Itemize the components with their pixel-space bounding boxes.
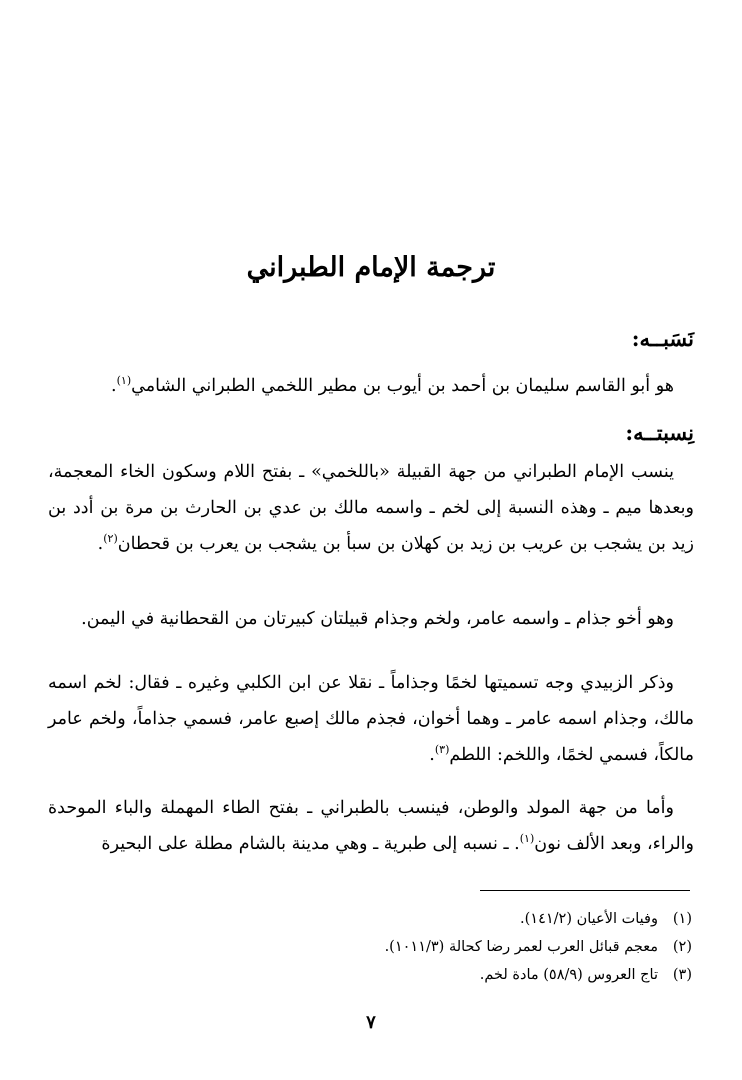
paragraph-text: وأما من جهة المولد والوطن، فينسب بالطبراني ـ بفتح الطاء المهملة والباء الموحدة والراء، وبعد الألف نون [48, 798, 694, 854]
paragraph-text: ينسب الإمام الطبراني من جهة القبيلة «باللخمي» ـ بفتح اللام وسكون الخاء المعجمة، وبعدها ميم ـ وهذه النسبة إلى لخم ـ واسمه مالك بن عدي بن الحارث بن مرة بن أدد بن زيد بن يشجب بن عريب بن زيد بن كهلان بن سبأ بن يشجب بن يعرب بن قحطان [48, 462, 694, 554]
footnote-number: (٣) [672, 967, 692, 983]
paragraph-nasab [48, 368, 694, 404]
footnote-divider [480, 890, 690, 891]
footnote-item [200, 905, 692, 933]
paragraph-end: . [111, 376, 117, 396]
footnote-ref: (٣) [434, 743, 450, 757]
footnote-number: (١) [672, 911, 692, 927]
section-heading-nasab: نَسَبــه: [631, 326, 694, 351]
page-title: ترجمة الإمام الطبراني [246, 252, 496, 283]
footnote-text: تاج العروس (٥٨/٩) مادة لخم. [479, 967, 658, 983]
section-heading-nisba: نِسبتــه: [625, 420, 694, 445]
paragraph-nisba-4 [48, 790, 694, 862]
page-number: ٧ [366, 1012, 376, 1033]
footnote-ref: (١) [116, 374, 132, 388]
footnote-number: (٢) [672, 939, 692, 955]
paragraph-nisba-1 [48, 454, 694, 562]
footnote-ref: (١) [519, 832, 535, 846]
paragraph-nisba-2: وهو أخو جذام ـ واسمه عامر، ولخم وجذام قبيلتان كبيرتان من القحطانية في اليمن. [81, 609, 674, 629]
paragraph-text: . ـ نسبه إلى طبرية ـ وهي مدينة بالشام مطلة على البحيرة [101, 834, 520, 854]
footnote-text: وفيات الأعيان (١٤١/٢). [520, 911, 658, 927]
footnote-item [200, 933, 692, 961]
paragraph-end: . [429, 745, 435, 765]
footnotes-list [200, 905, 692, 989]
footnote-item [200, 961, 692, 989]
footnote-text: معجم قبائل العرب لعمر رضا كحالة (١٠١١/٣). [384, 939, 658, 955]
paragraph-end: . [97, 534, 104, 554]
paragraph-text: هو أبو القاسم سليمان بن أحمد بن أيوب بن مطير اللخمي الطبراني الشامي [131, 376, 674, 396]
paragraph-nisba-3 [48, 665, 694, 773]
footnote-ref: (٢) [103, 532, 118, 546]
paragraph-text: وذكر الزبيدي وجه تسميتها لخمًا وجذاماً ـ نقلا عن ابن الكلبي وغيره ـ فقال: لخم اسمه مالك، وجذام اسمه عامر ـ وهما أخوان، فجذم مالك إصبع عامر، فسمي جذاماً، ولخم عامر مالكاً، فسمي لخمًا، واللخم: اللطم [48, 673, 694, 765]
